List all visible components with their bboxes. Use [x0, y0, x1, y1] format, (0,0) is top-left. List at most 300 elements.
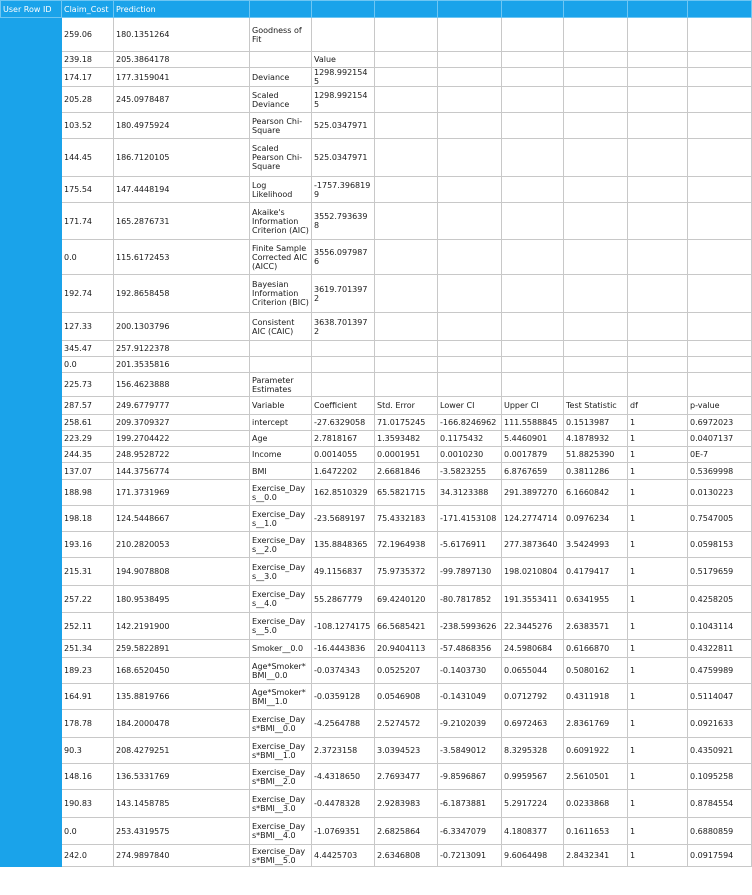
grid-cell[interactable] — [628, 313, 688, 341]
grid-cell[interactable]: Lower CI — [438, 397, 502, 415]
grid-cell[interactable] — [502, 203, 564, 240]
grid-cell[interactable]: Exercise_Days__2.0 — [250, 532, 312, 558]
grid-cell[interactable]: Exercise_Days__0.0 — [250, 480, 312, 506]
grid-cell[interactable]: Age*Smoker*BMI__1.0 — [250, 684, 312, 710]
grid-cell[interactable]: 2.6681846 — [375, 463, 438, 480]
row-header-cell[interactable] — [1, 764, 62, 790]
grid-cell[interactable] — [312, 18, 375, 52]
grid-cell[interactable] — [502, 18, 564, 52]
grid-cell[interactable]: 5.4460901 — [502, 431, 564, 447]
grid-cell[interactable] — [375, 87, 438, 113]
grid-cell[interactable]: Deviance — [250, 68, 312, 87]
grid-cell[interactable] — [564, 373, 628, 397]
grid-cell[interactable]: 0.4350921 — [688, 738, 752, 764]
grid-cell[interactable]: Coefficient — [312, 397, 375, 415]
grid-cell[interactable]: 178.78 — [62, 710, 114, 738]
row-header-cell[interactable] — [1, 506, 62, 532]
grid-cell[interactable]: 248.9528722 — [114, 447, 250, 463]
grid-cell[interactable]: 525.0347971 — [312, 113, 375, 139]
grid-cell[interactable] — [502, 113, 564, 139]
grid-cell[interactable]: 142.2191900 — [114, 613, 250, 640]
grid-cell[interactable]: 3.0394523 — [375, 738, 438, 764]
grid-cell[interactable] — [564, 240, 628, 275]
grid-cell[interactable]: Income — [250, 447, 312, 463]
grid-cell[interactable]: Age — [250, 431, 312, 447]
grid-cell[interactable]: 2.6383571 — [564, 613, 628, 640]
grid-cell[interactable]: 1 — [628, 764, 688, 790]
grid-cell[interactable]: 1298.9921545 — [312, 87, 375, 113]
grid-cell[interactable]: -23.5689197 — [312, 506, 375, 532]
grid-cell[interactable]: 1 — [628, 431, 688, 447]
grid-cell[interactable]: -0.0374343 — [312, 658, 375, 684]
grid-cell[interactable]: 4.4425703 — [312, 845, 375, 867]
grid-cell[interactable] — [688, 52, 752, 68]
row-header-cell[interactable] — [1, 313, 62, 341]
grid-cell[interactable]: 239.18 — [62, 52, 114, 68]
grid-cell[interactable]: 90.3 — [62, 738, 114, 764]
grid-cell[interactable]: 8.3295328 — [502, 738, 564, 764]
grid-cell[interactable]: Std. Error — [375, 397, 438, 415]
grid-cell[interactable]: Consistent AIC (CAIC) — [250, 313, 312, 341]
grid-cell[interactable]: 208.4279251 — [114, 738, 250, 764]
row-header-cell[interactable] — [1, 558, 62, 586]
grid-cell[interactable]: -0.0359128 — [312, 684, 375, 710]
grid-cell[interactable]: 1 — [628, 463, 688, 480]
grid-cell[interactable]: -0.7213091 — [438, 845, 502, 867]
grid-cell[interactable] — [312, 373, 375, 397]
grid-cell[interactable] — [564, 139, 628, 177]
grid-cell[interactable]: -171.4153108 — [438, 506, 502, 532]
grid-cell[interactable] — [628, 275, 688, 313]
grid-cell[interactable]: 201.3535816 — [114, 357, 250, 373]
row-header-cell[interactable] — [1, 341, 62, 357]
grid-cell[interactable]: 103.52 — [62, 113, 114, 139]
grid-cell[interactable]: 0.1175432 — [438, 431, 502, 447]
grid-cell[interactable] — [502, 139, 564, 177]
grid-cell[interactable]: 274.9897840 — [114, 845, 250, 867]
row-header-cell[interactable] — [1, 480, 62, 506]
grid-cell[interactable]: 186.7120105 — [114, 139, 250, 177]
grid-cell[interactable] — [375, 68, 438, 87]
grid-cell[interactable] — [438, 313, 502, 341]
grid-cell[interactable] — [375, 357, 438, 373]
grid-cell[interactable]: 2.5274572 — [375, 710, 438, 738]
grid-cell[interactable]: -27.6329058 — [312, 415, 375, 431]
grid-cell[interactable]: 9.6064498 — [502, 845, 564, 867]
grid-cell[interactable]: 135.8848365 — [312, 532, 375, 558]
grid-cell[interactable]: 0.5369998 — [688, 463, 752, 480]
grid-cell[interactable]: 148.16 — [62, 764, 114, 790]
grid-cell[interactable]: 184.2000478 — [114, 710, 250, 738]
grid-cell[interactable] — [438, 139, 502, 177]
grid-cell[interactable] — [688, 203, 752, 240]
grid-cell[interactable]: 0.6880859 — [688, 818, 752, 845]
grid-cell[interactable]: 0.0712792 — [502, 684, 564, 710]
grid-cell[interactable] — [628, 113, 688, 139]
grid-cell[interactable]: -80.7817852 — [438, 586, 502, 613]
grid-cell[interactable]: Exercise_Days*BMI__0.0 — [250, 710, 312, 738]
grid-cell[interactable]: 175.54 — [62, 177, 114, 203]
grid-cell[interactable]: 174.17 — [62, 68, 114, 87]
grid-cell[interactable]: 24.5980684 — [502, 640, 564, 658]
grid-cell[interactable]: 2.9283983 — [375, 790, 438, 818]
grid-cell[interactable]: -4.2564788 — [312, 710, 375, 738]
grid-cell[interactable]: Parameter Estimates — [250, 373, 312, 397]
grid-cell[interactable]: 223.29 — [62, 431, 114, 447]
grid-cell[interactable]: 191.3553411 — [502, 586, 564, 613]
grid-cell[interactable]: 3556.0979876 — [312, 240, 375, 275]
grid-cell[interactable]: 0.0525207 — [375, 658, 438, 684]
grid-cell[interactable] — [688, 139, 752, 177]
grid-cell[interactable]: 66.5685421 — [375, 613, 438, 640]
grid-cell[interactable] — [312, 357, 375, 373]
grid-cell[interactable]: 0.4258205 — [688, 586, 752, 613]
grid-cell[interactable]: 69.4240120 — [375, 586, 438, 613]
grid-cell[interactable]: 0.0917594 — [688, 845, 752, 867]
grid-cell[interactable] — [250, 341, 312, 357]
grid-cell[interactable]: 0.8784554 — [688, 790, 752, 818]
grid-cell[interactable] — [502, 275, 564, 313]
grid-cell[interactable]: 171.74 — [62, 203, 114, 240]
grid-cell[interactable]: 1 — [628, 640, 688, 658]
grid-cell[interactable] — [502, 52, 564, 68]
grid-cell[interactable]: -5.6176911 — [438, 532, 502, 558]
grid-cell[interactable]: 0.0921633 — [688, 710, 752, 738]
grid-cell[interactable]: 0E-7 — [688, 447, 752, 463]
grid-cell[interactable]: 1 — [628, 684, 688, 710]
grid-cell[interactable] — [375, 139, 438, 177]
grid-cell[interactable] — [375, 177, 438, 203]
grid-cell[interactable]: 0.0407137 — [688, 431, 752, 447]
grid-cell[interactable] — [250, 52, 312, 68]
grid-cell[interactable]: 1 — [628, 586, 688, 613]
grid-cell[interactable] — [564, 341, 628, 357]
grid-cell[interactable] — [312, 341, 375, 357]
grid-cell[interactable] — [502, 87, 564, 113]
grid-cell[interactable]: Exercise_Days__5.0 — [250, 613, 312, 640]
grid-cell[interactable]: 253.4319575 — [114, 818, 250, 845]
grid-cell[interactable]: 177.3159041 — [114, 68, 250, 87]
grid-cell[interactable]: 0.3811286 — [564, 463, 628, 480]
grid-cell[interactable]: Variable — [250, 397, 312, 415]
grid-cell[interactable]: 6.1660842 — [564, 480, 628, 506]
grid-cell[interactable]: 164.91 — [62, 684, 114, 710]
grid-cell[interactable]: Upper CI — [502, 397, 564, 415]
grid-cell[interactable]: -0.4478328 — [312, 790, 375, 818]
grid-cell[interactable]: Finite Sample Corrected AIC (AICC) — [250, 240, 312, 275]
grid-cell[interactable] — [564, 275, 628, 313]
grid-cell[interactable] — [688, 275, 752, 313]
grid-cell[interactable] — [564, 87, 628, 113]
row-header-cell[interactable] — [1, 68, 62, 87]
grid-cell[interactable] — [375, 275, 438, 313]
grid-cell[interactable]: 0.1611653 — [564, 818, 628, 845]
grid-cell[interactable]: 0.0598153 — [688, 532, 752, 558]
grid-cell[interactable] — [688, 357, 752, 373]
grid-cell[interactable]: 49.1156837 — [312, 558, 375, 586]
grid-cell[interactable]: Smoker__0.0 — [250, 640, 312, 658]
grid-cell[interactable]: 1 — [628, 845, 688, 867]
grid-cell[interactable]: 1 — [628, 818, 688, 845]
grid-cell[interactable]: 345.47 — [62, 341, 114, 357]
grid-cell[interactable]: 0.0233868 — [564, 790, 628, 818]
grid-cell[interactable]: -0.1431049 — [438, 684, 502, 710]
grid-cell[interactable]: 2.5610501 — [564, 764, 628, 790]
grid-cell[interactable]: 200.1303796 — [114, 313, 250, 341]
grid-cell[interactable]: 205.3864178 — [114, 52, 250, 68]
grid-cell[interactable]: Akaike's Information Criterion (AIC) — [250, 203, 312, 240]
grid-cell[interactable] — [564, 52, 628, 68]
grid-cell[interactable]: 75.4332183 — [375, 506, 438, 532]
grid-cell[interactable]: 0.4311918 — [564, 684, 628, 710]
grid-cell[interactable]: 136.5331769 — [114, 764, 250, 790]
row-header-cell[interactable] — [1, 738, 62, 764]
grid-cell[interactable] — [502, 373, 564, 397]
row-header-cell[interactable] — [1, 658, 62, 684]
grid-cell[interactable]: 1 — [628, 506, 688, 532]
grid-cell[interactable]: Scaled Deviance — [250, 87, 312, 113]
grid-cell[interactable] — [375, 203, 438, 240]
grid-cell[interactable]: 3638.7013972 — [312, 313, 375, 341]
row-header-cell[interactable] — [1, 397, 62, 415]
grid-cell[interactable] — [438, 203, 502, 240]
grid-cell[interactable]: 209.3709327 — [114, 415, 250, 431]
grid-cell[interactable] — [502, 68, 564, 87]
grid-cell[interactable] — [688, 341, 752, 357]
grid-cell[interactable]: 165.2876731 — [114, 203, 250, 240]
grid-cell[interactable] — [688, 113, 752, 139]
grid-cell[interactable]: 199.2704422 — [114, 431, 250, 447]
grid-cell[interactable]: Pearson Chi-Square — [250, 113, 312, 139]
grid-cell[interactable] — [375, 52, 438, 68]
grid-cell[interactable] — [375, 240, 438, 275]
grid-cell[interactable] — [502, 357, 564, 373]
grid-cell[interactable] — [564, 357, 628, 373]
row-header-cell[interactable] — [1, 177, 62, 203]
grid-cell[interactable] — [564, 313, 628, 341]
grid-cell[interactable] — [688, 68, 752, 87]
grid-cell[interactable]: -4.4318650 — [312, 764, 375, 790]
grid-cell[interactable]: 193.16 — [62, 532, 114, 558]
grid-cell[interactable] — [438, 240, 502, 275]
grid-cell[interactable]: 20.9404113 — [375, 640, 438, 658]
grid-cell[interactable]: 194.9078808 — [114, 558, 250, 586]
grid-cell[interactable]: Scaled Pearson Chi-Square — [250, 139, 312, 177]
grid-cell[interactable]: 198.18 — [62, 506, 114, 532]
grid-cell[interactable]: 51.8825390 — [564, 447, 628, 463]
grid-cell[interactable]: 156.4623888 — [114, 373, 250, 397]
grid-cell[interactable]: 0.0017879 — [502, 447, 564, 463]
grid-cell[interactable] — [628, 52, 688, 68]
column-header[interactable] — [312, 1, 375, 18]
grid-cell[interactable] — [438, 52, 502, 68]
grid-cell[interactable]: 0.5179659 — [688, 558, 752, 586]
row-header-cell[interactable] — [1, 275, 62, 313]
grid-cell[interactable] — [438, 341, 502, 357]
grid-cell[interactable]: 65.5821715 — [375, 480, 438, 506]
grid-cell[interactable]: intercept — [250, 415, 312, 431]
grid-cell[interactable]: 2.8361769 — [564, 710, 628, 738]
grid-cell[interactable]: 259.06 — [62, 18, 114, 52]
grid-cell[interactable]: 225.73 — [62, 373, 114, 397]
grid-cell[interactable]: 277.3873640 — [502, 532, 564, 558]
row-header-cell[interactable] — [1, 415, 62, 431]
grid-cell[interactable]: 2.6346808 — [375, 845, 438, 867]
grid-cell[interactable]: 171.3731969 — [114, 480, 250, 506]
column-header[interactable] — [250, 1, 312, 18]
grid-cell[interactable]: 34.3123388 — [438, 480, 502, 506]
grid-cell[interactable] — [628, 177, 688, 203]
grid-cell[interactable]: 115.6172453 — [114, 240, 250, 275]
grid-cell[interactable] — [564, 177, 628, 203]
row-header-cell[interactable] — [1, 139, 62, 177]
grid-cell[interactable]: 291.3897270 — [502, 480, 564, 506]
grid-cell[interactable]: 162.8510329 — [312, 480, 375, 506]
grid-cell[interactable]: 0.0 — [62, 818, 114, 845]
grid-cell[interactable]: 190.83 — [62, 790, 114, 818]
grid-cell[interactable]: -238.5993626 — [438, 613, 502, 640]
grid-cell[interactable]: 124.2774714 — [502, 506, 564, 532]
grid-cell[interactable] — [438, 87, 502, 113]
grid-cell[interactable]: 257.9122378 — [114, 341, 250, 357]
grid-cell[interactable]: 252.11 — [62, 613, 114, 640]
grid-cell[interactable]: 2.7693477 — [375, 764, 438, 790]
grid-cell[interactable]: 3552.7936398 — [312, 203, 375, 240]
grid-cell[interactable]: 180.4975924 — [114, 113, 250, 139]
grid-cell[interactable]: 189.23 — [62, 658, 114, 684]
row-header-cell[interactable] — [1, 373, 62, 397]
row-header-cell[interactable] — [1, 818, 62, 845]
column-header[interactable]: Prediction — [114, 1, 250, 18]
grid-cell[interactable]: 72.1964938 — [375, 532, 438, 558]
grid-cell[interactable] — [502, 177, 564, 203]
grid-cell[interactable]: df — [628, 397, 688, 415]
grid-cell[interactable] — [438, 275, 502, 313]
grid-cell[interactable]: 137.07 — [62, 463, 114, 480]
grid-cell[interactable]: 0.0001951 — [375, 447, 438, 463]
grid-cell[interactable]: 0.6166870 — [564, 640, 628, 658]
grid-cell[interactable] — [628, 87, 688, 113]
grid-cell[interactable]: Age*Smoker*BMI__0.0 — [250, 658, 312, 684]
grid-cell[interactable]: 147.4448194 — [114, 177, 250, 203]
grid-cell[interactable] — [628, 68, 688, 87]
row-header-cell[interactable] — [1, 463, 62, 480]
grid-cell[interactable] — [502, 313, 564, 341]
grid-cell[interactable]: 143.1458785 — [114, 790, 250, 818]
row-header-cell[interactable] — [1, 640, 62, 658]
column-header[interactable] — [375, 1, 438, 18]
grid-cell[interactable]: 180.1351264 — [114, 18, 250, 52]
grid-cell[interactable]: -57.4868356 — [438, 640, 502, 658]
grid-cell[interactable]: 4.1808377 — [502, 818, 564, 845]
grid-cell[interactable] — [628, 373, 688, 397]
grid-cell[interactable]: 0.9959567 — [502, 764, 564, 790]
row-header-cell[interactable] — [1, 447, 62, 463]
grid-cell[interactable]: -1757.3968199 — [312, 177, 375, 203]
grid-cell[interactable]: 205.28 — [62, 87, 114, 113]
grid-cell[interactable] — [688, 313, 752, 341]
grid-cell[interactable]: Log Likelihood — [250, 177, 312, 203]
grid-cell[interactable]: 0.0546908 — [375, 684, 438, 710]
row-header-cell[interactable] — [1, 710, 62, 738]
grid-cell[interactable]: -0.1403730 — [438, 658, 502, 684]
grid-cell[interactable]: 2.7818167 — [312, 431, 375, 447]
grid-cell[interactable] — [688, 87, 752, 113]
grid-cell[interactable]: 192.8658458 — [114, 275, 250, 313]
grid-cell[interactable]: Exercise_Days*BMI__2.0 — [250, 764, 312, 790]
grid-cell[interactable]: 210.2820053 — [114, 532, 250, 558]
grid-cell[interactable] — [628, 341, 688, 357]
grid-cell[interactable] — [502, 240, 564, 275]
grid-cell[interactable]: 2.3723158 — [312, 738, 375, 764]
grid-cell[interactable]: 6.8767659 — [502, 463, 564, 480]
grid-cell[interactable]: Test Statistic — [564, 397, 628, 415]
grid-cell[interactable]: 188.98 — [62, 480, 114, 506]
grid-cell[interactable]: 0.6972463 — [502, 710, 564, 738]
grid-cell[interactable] — [688, 373, 752, 397]
grid-cell[interactable] — [628, 139, 688, 177]
grid-cell[interactable]: 0.0 — [62, 357, 114, 373]
grid-cell[interactable] — [375, 341, 438, 357]
grid-cell[interactable]: 1 — [628, 790, 688, 818]
grid-cell[interactable]: 1 — [628, 658, 688, 684]
grid-cell[interactable]: Goodness of Fit — [250, 18, 312, 52]
grid-cell[interactable] — [438, 68, 502, 87]
grid-cell[interactable]: 3619.7013972 — [312, 275, 375, 313]
grid-cell[interactable]: 0.0655044 — [502, 658, 564, 684]
grid-cell[interactable]: 3.5424993 — [564, 532, 628, 558]
grid-cell[interactable]: 257.22 — [62, 586, 114, 613]
row-header-cell[interactable] — [1, 532, 62, 558]
grid-cell[interactable]: Exercise_Days*BMI__4.0 — [250, 818, 312, 845]
grid-cell[interactable]: 0.6972023 — [688, 415, 752, 431]
grid-cell[interactable]: 1298.9921545 — [312, 68, 375, 87]
grid-cell[interactable]: 0.6341955 — [564, 586, 628, 613]
grid-cell[interactable]: 5.2917224 — [502, 790, 564, 818]
grid-cell[interactable] — [375, 373, 438, 397]
grid-cell[interactable]: 0.4759989 — [688, 658, 752, 684]
grid-cell[interactable]: 0.1095258 — [688, 764, 752, 790]
grid-cell[interactable] — [564, 68, 628, 87]
grid-cell[interactable]: Exercise_Days__4.0 — [250, 586, 312, 613]
grid-cell[interactable]: 1 — [628, 415, 688, 431]
row-header-cell[interactable] — [1, 52, 62, 68]
grid-cell[interactable]: -6.3347079 — [438, 818, 502, 845]
grid-cell[interactable]: Exercise_Days__1.0 — [250, 506, 312, 532]
row-header-cell[interactable] — [1, 240, 62, 275]
grid-cell[interactable]: 75.9735372 — [375, 558, 438, 586]
grid-cell[interactable]: 192.74 — [62, 275, 114, 313]
grid-cell[interactable]: 124.5448667 — [114, 506, 250, 532]
grid-cell[interactable]: 55.2867779 — [312, 586, 375, 613]
row-header-cell[interactable] — [1, 845, 62, 867]
row-header-cell[interactable] — [1, 18, 62, 52]
row-header-cell[interactable] — [1, 586, 62, 613]
row-header-cell[interactable] — [1, 87, 62, 113]
grid-cell[interactable] — [628, 357, 688, 373]
row-header-cell[interactable] — [1, 203, 62, 240]
grid-cell[interactable]: 144.3756774 — [114, 463, 250, 480]
grid-cell[interactable]: 287.57 — [62, 397, 114, 415]
grid-cell[interactable]: 198.0210804 — [502, 558, 564, 586]
grid-cell[interactable]: -1.0769351 — [312, 818, 375, 845]
grid-cell[interactable]: 1 — [628, 447, 688, 463]
grid-cell[interactable]: -108.1274175 — [312, 613, 375, 640]
grid-cell[interactable]: -9.2102039 — [438, 710, 502, 738]
grid-cell[interactable]: 0.0010230 — [438, 447, 502, 463]
grid-cell[interactable]: Exercise_Days*BMI__1.0 — [250, 738, 312, 764]
grid-cell[interactable]: Value — [312, 52, 375, 68]
